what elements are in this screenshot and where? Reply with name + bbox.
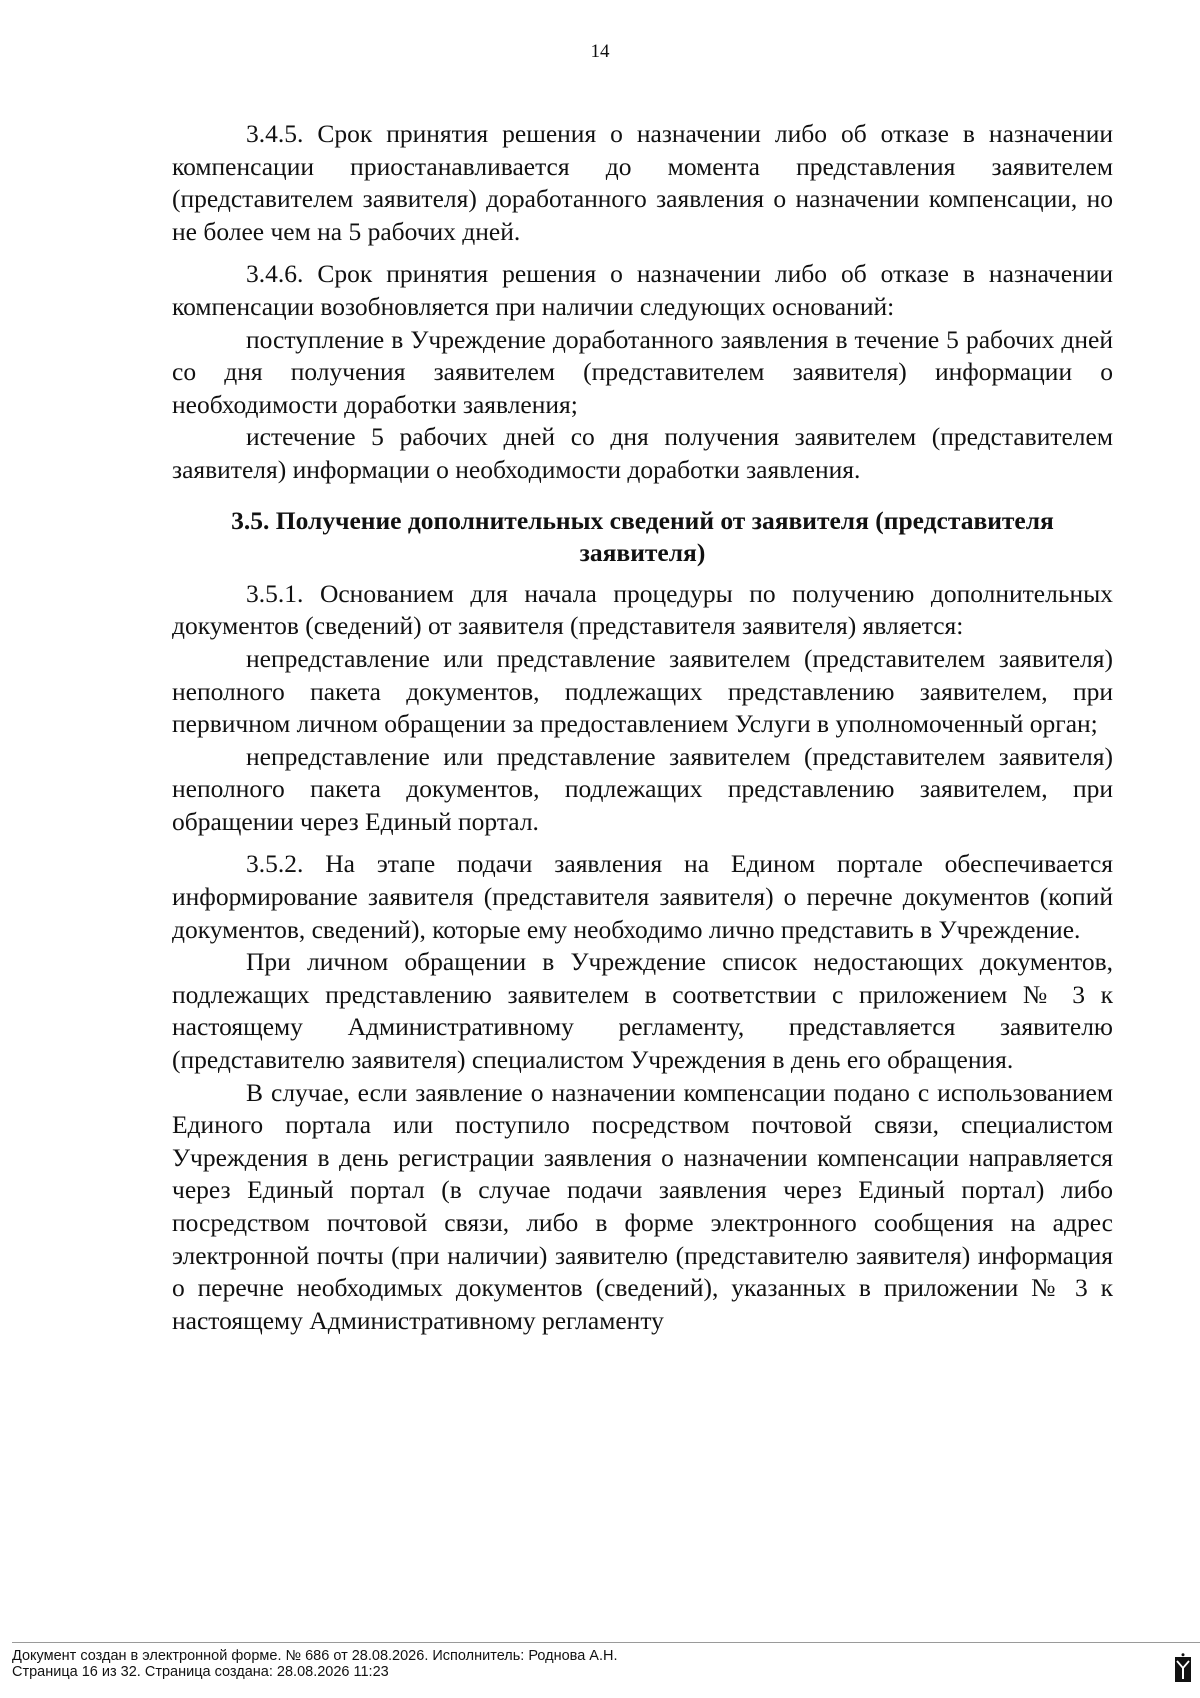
paragraph-3-4-6: 3.4.6. Срок принятия решения о назначении либо об отказе в назначении компенсации возобновляется при наличии следующих оснований: [172,259,1113,321]
document-footer [12,1648,618,1680]
footer-page-info: Страница 16 из 32. Страница создана: 28.08.2026 11:23 [12,1664,389,1680]
paragraph-3-5-1-item-2: непредставление или представление заявителем (представителем заявителя) неполного пакета документов, подлежащих представлению заявителем, при обращении через Единый портал. [172,741,1113,836]
document-body [172,118,1113,1337]
paragraph-3-5-1-item-1: непредставление или представление заявителем (представителем заявителя) неполного пакета документов, подлежащих представлению заявителем, при первичном личном обращении за предоставлением Услуги в уполномоченный орган; [172,643,1113,739]
footer-document-info: Документ создан в электронной форме. № 686 от 28.08.2026. Исполнитель: Роднова А.Н. [12,1648,618,1664]
paragraph-3-5-2: 3.5.2. На этапе подачи заявления на Едином портале обеспечивается информирование заявителя (представителя заявителя) о перечне документов (копий документов, сведений), которые ему необходимо лично представить в Учреждение. [172,849,1113,944]
coat-of-arms-icon [1172,1652,1194,1686]
paragraph-3-4-6-item-1: поступление в Учреждение доработанного заявления в течение 5 рабочих дней со дня получения заявителем (представителем заявителя) информации о необходимости доработки заявления; [172,324,1113,419]
section-heading-3-5: 3.5. Получение дополнительных сведений от заявителя (представителя заявителя) [231,505,1054,568]
footer-divider [12,1642,1200,1643]
paragraph-3-5-1: 3.5.1. Основанием для начала процедуры по получению дополнительных документов (сведений) от заявителя (представителя заявителя) является: [172,578,1113,641]
paragraph-3-5-2-personal: При личном обращении в Учреждение список недостающих документов, подлежащих представлению заявителем в соответствии с приложением № 3 к настоящему Административному регламенту, представляется заявителю (представителю заявителя) специалистом Учреждения в день его обращения. [172,947,1113,1075]
paragraph-3-5-2-portal: В случае, если заявление о назначении компенсации подано с использованием Единого портала или поступило посредством почтовой связи, специалистом Учреждения в день регистрации заявления о назначении компенсации направляется через Единый портал (в случае подачи заявления через Единый портал) либо посредством почтовой связи, либо в форме электронного сообщения на адрес электронной почты (при наличии) заявителю (представителю заявителя) информация о перечне необходимых документов (сведений), указанных в приложении № 3 к настоящему Административному регламенту [172,1077,1113,1335]
paragraph-3-4-6-item-2: истечение 5 рабочих дней со дня получения заявителем (представителем заявителя) информации о необходимости доработки заявления. [172,422,1113,484]
paragraph-3-4-5: 3.4.5. Срок принятия решения о назначении либо об отказе в назначении компенсации приостанавливается до момента представления заявителем (представителем заявителя) доработанного заявления о назначении компенсации, но не более чем на 5 рабочих дней. [172,119,1113,246]
page-number: 14 [590,41,610,62]
